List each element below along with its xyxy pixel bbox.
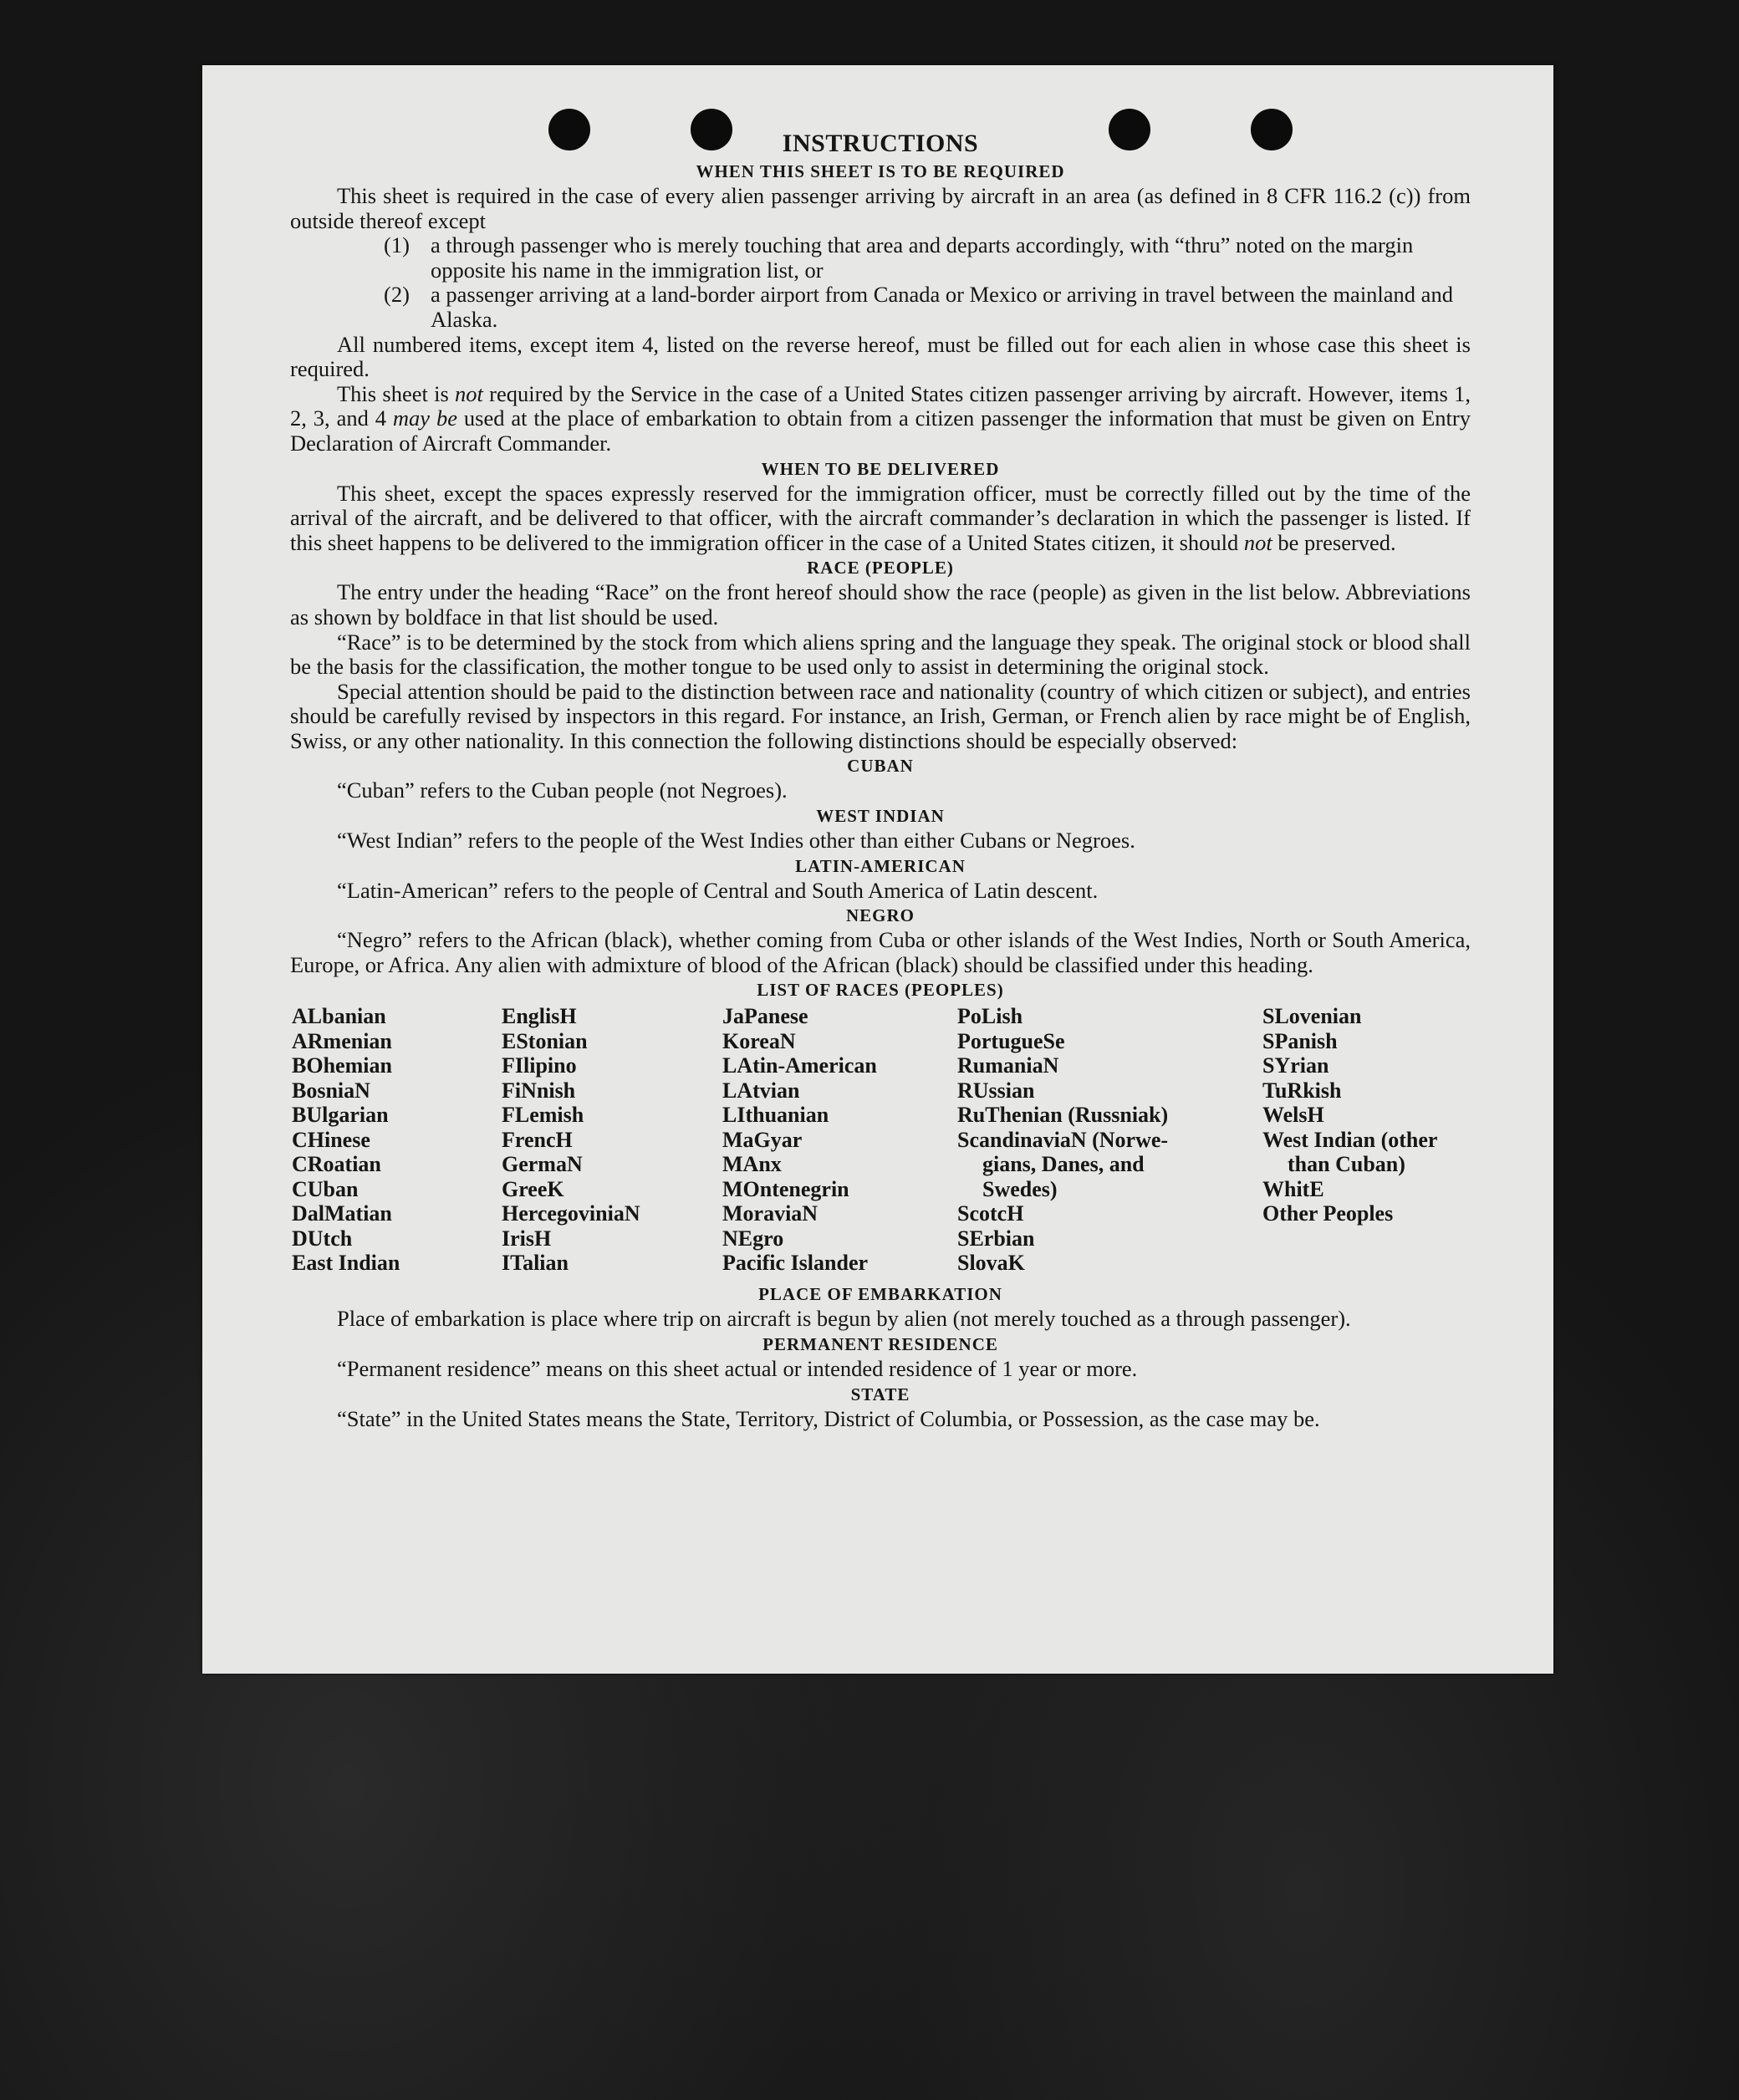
race-entry: JaPanese — [722, 1004, 808, 1029]
heading-permanent-residence: PERMANENT RESIDENCE — [762, 1334, 998, 1355]
race-entry: HercegoviniaN — [502, 1201, 640, 1226]
race-entry: RUssian — [957, 1078, 1035, 1103]
races-column — [292, 1004, 400, 1276]
races-column — [502, 1004, 640, 1276]
item-number: (2) — [384, 282, 410, 308]
text-span: This sheet is — [337, 380, 456, 406]
race-entry: WhitE — [1262, 1176, 1324, 1201]
races-column — [957, 1004, 1168, 1276]
race-entry: RumaniaN — [957, 1053, 1059, 1078]
document-page — [202, 65, 1553, 1674]
race-entry: East Indian — [292, 1251, 400, 1276]
race-entry: IrisH — [502, 1226, 552, 1251]
race-entry: CUban — [292, 1176, 359, 1201]
item-number: (1) — [384, 232, 410, 258]
race-entry: LAtin-American — [722, 1053, 877, 1078]
race-entry: GermaN — [502, 1152, 583, 1177]
race-entry: EnglisH — [502, 1004, 577, 1029]
race-entry: PoLish — [957, 1004, 1023, 1029]
list-item — [384, 283, 1471, 332]
race-entry: WelsH — [1262, 1103, 1324, 1128]
text-span: be preserved. — [1272, 529, 1396, 555]
race-entry: CRoatian — [292, 1152, 381, 1177]
text-span: required by the Service in the case of a United States citizen passenger arriving by aircraft. However, items 1, 2, 3, and 4 — [290, 380, 1471, 431]
heading-when-delivered: WHEN TO BE DELIVERED — [761, 458, 1000, 479]
instructions-body — [290, 129, 1471, 1431]
paragraph: Special attention should be paid to the distinction between race and nationality (country of which citizen or subject), and entries should be carefully revised by inspectors in this regard. For instance, an Irish, German, or French alien by race might be of English, Swiss, or any other nationality. In this connection the following distinctions should be especially observed: — [290, 678, 1471, 753]
emphasis: may be — [392, 405, 457, 431]
race-entry: ITalian — [502, 1251, 569, 1276]
emphasis: not — [1243, 529, 1272, 555]
paragraph: The entry under the heading “Race” on the front hereof should show the race (people) as given in the list below. Abbreviations as shown by boldface in that list should be used. — [290, 579, 1471, 629]
text-span: This sheet, except the spaces expressly reserved for the immigration officer, must be correctly filled out by the time of the arrival of the aircraft, and be delivered to that officer, with the aircraft commander’s declaration in which the passenger is listed. If this sheet happens to be delivered to the immigration officer in the case of a United States citizen, it should — [290, 480, 1471, 555]
race-entry: RuThenian (Russniak) — [957, 1103, 1169, 1128]
race-entry: MOntenegrin — [722, 1176, 849, 1201]
heading-state: STATE — [850, 1384, 910, 1404]
races-column — [722, 1004, 877, 1276]
race-entry: BUlgarian — [292, 1103, 389, 1128]
paragraph: “Race” is to be determined by the stock from which aliens spring and the language they speak. The original stock or blood shall be the basis for the classification, the mother tongue to be used only to assist in determining the original stock. — [290, 629, 1471, 680]
race-entry: ALbanian — [292, 1004, 386, 1029]
heading-cuban: CUBAN — [847, 756, 914, 777]
paragraph: “State” in the United States means the State, Territory, District of Columbia, or Possession, as the case may be. — [337, 1405, 1320, 1431]
race-entry: SPanish — [1262, 1028, 1338, 1053]
race-entry: LIthuanian — [722, 1103, 829, 1128]
paragraph: “Cuban” refers to the Cuban people (not Negroes). — [337, 777, 788, 803]
race-entry: BosniaN — [292, 1078, 370, 1103]
paragraph — [290, 482, 1471, 556]
races-column — [1262, 1004, 1437, 1226]
race-entry-continuation: than Cuban) — [1288, 1152, 1405, 1177]
paragraph: “Permanent residence” means on this sheet actual or intended residence of 1 year or more. — [337, 1356, 1138, 1382]
race-entry-continuation: Swedes) — [982, 1176, 1058, 1201]
race-entry: BOhemian — [292, 1053, 392, 1078]
race-entry: ScotcH — [957, 1201, 1024, 1226]
race-entry: MAnx — [722, 1152, 782, 1177]
item-text: a through passenger who is merely touching that area and departs accordingly, with “thru” noted on the margin opposite his name in the immigration list, or — [431, 232, 1414, 283]
race-entry: NEgro — [722, 1226, 784, 1251]
heading-race: RACE (PEOPLE) — [807, 558, 954, 579]
heading-west-indian: WEST INDIAN — [816, 806, 945, 827]
page-title: INSTRUCTIONS — [782, 130, 979, 157]
race-entry: MoraviaN — [722, 1201, 819, 1226]
heading-negro: NEGRO — [845, 905, 915, 926]
race-entry: Pacific Islander — [722, 1251, 869, 1276]
paragraph: “West Indian” refers to the people of the West Indies other than either Cubans or Negroes. — [337, 828, 1135, 854]
race-entry: FIlipino — [502, 1053, 577, 1078]
item-text: a passenger arriving at a land-border airport from Canada or Mexico or arriving in travel between the mainland and Alaska. — [431, 282, 1453, 332]
races-list — [290, 1004, 1471, 1282]
race-entry: ScandinaviaN (Norwe- — [957, 1127, 1169, 1152]
race-entry: DUtch — [292, 1226, 353, 1251]
race-entry: EStonian — [502, 1028, 588, 1053]
race-entry: ARmenian — [292, 1028, 392, 1053]
race-entry: SlovaK — [957, 1251, 1025, 1276]
race-entry: FiNnish — [502, 1078, 576, 1103]
list-item — [384, 233, 1471, 283]
paragraph: This sheet is required in the case of every alien passenger arriving by aircraft in an area (as defined in 8 CFR 116.2 (c)) from outside thereof except — [290, 183, 1471, 233]
race-entry: DalMatian — [292, 1201, 392, 1226]
race-entry: TuRkish — [1262, 1078, 1342, 1103]
text-span: used at the place of embarkation to obtain from a citizen passenger the information that must be given on Entry Declaration of Aircraft Commander. — [290, 405, 1471, 456]
race-entry: SYrian — [1262, 1053, 1329, 1078]
race-entry: MaGyar — [722, 1127, 803, 1152]
heading-embarkation: PLACE OF EMBARKATION — [758, 1284, 1002, 1305]
race-entry: LAtvian — [722, 1078, 800, 1103]
race-entry: KoreaN — [722, 1028, 796, 1053]
race-entry-continuation: gians, Danes, and — [982, 1152, 1145, 1177]
race-entry: West Indian (other — [1262, 1127, 1438, 1152]
heading-list-of-races: LIST OF RACES (PEOPLES) — [757, 980, 1004, 1001]
emphasis: not — [455, 380, 483, 406]
paragraph: “Latin-American” refers to the people of Central and South America of Latin descent. — [337, 877, 1099, 903]
race-entry: SErbian — [957, 1226, 1035, 1251]
race-entry: FrencH — [502, 1127, 573, 1152]
race-entry: PortugueSe — [957, 1028, 1065, 1053]
paragraph: Place of embarkation is place where trip on aircraft is begun by alien (not merely touched as a through passenger). — [337, 1306, 1351, 1332]
paragraph: “Negro” refers to the African (black), whether coming from Cuba or other islands of the West Indies, North or South America, Europe, or Africa. Any alien with admixture of blood of the African (black) should be classified under this heading. — [290, 927, 1471, 977]
race-entry: CHinese — [292, 1127, 370, 1152]
race-entry: GreeK — [502, 1176, 564, 1201]
heading-latin-american: LATIN-AMERICAN — [795, 855, 966, 876]
race-entry: FLemish — [502, 1103, 584, 1128]
race-entry: SLovenian — [1262, 1004, 1362, 1029]
race-entry: Other Peoples — [1262, 1201, 1394, 1226]
heading-when-required: WHEN THIS SHEET IS TO BE REQUIRED — [696, 161, 1065, 181]
paragraph — [290, 382, 1471, 456]
paragraph: All numbered items, except item 4, listed on the reverse hereof, must be filled out for each alien in whose case this sheet is required. — [290, 331, 1471, 382]
